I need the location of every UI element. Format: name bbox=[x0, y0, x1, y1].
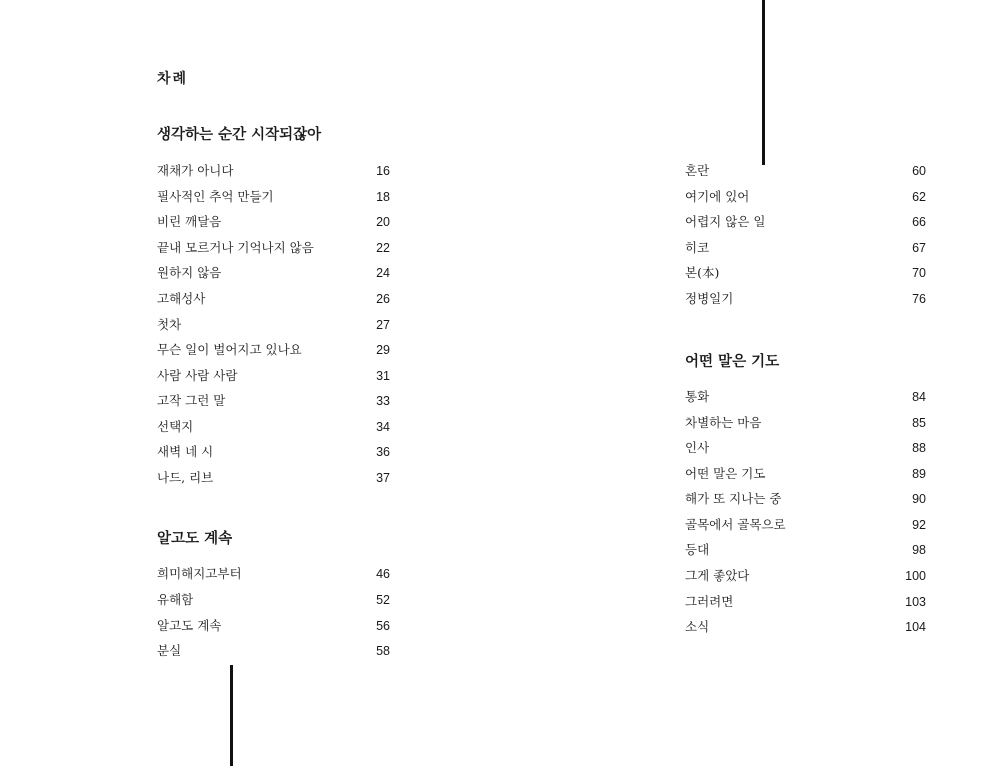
entry-page-number: 104 bbox=[905, 620, 926, 634]
entry-title: 해가 또 지나는 중 bbox=[685, 491, 782, 506]
entry-page-number: 37 bbox=[376, 471, 390, 485]
toc-entry[interactable] bbox=[157, 162, 390, 180]
entry-page-number: 92 bbox=[912, 518, 926, 532]
toc-entry[interactable] bbox=[685, 388, 926, 406]
entry-page-number: 33 bbox=[376, 394, 390, 408]
toc-entry[interactable] bbox=[685, 618, 926, 636]
decorative-divider-bottom bbox=[230, 665, 233, 766]
toc-entry[interactable] bbox=[685, 541, 926, 559]
toc-entry[interactable] bbox=[685, 516, 926, 534]
toc-entry[interactable] bbox=[157, 239, 390, 257]
entry-title: 알고도 계속 bbox=[157, 618, 222, 633]
toc-entry[interactable] bbox=[685, 439, 926, 457]
entry-page-number: 46 bbox=[376, 567, 390, 581]
toc-entry[interactable] bbox=[157, 617, 390, 635]
toc-entry[interactable] bbox=[685, 162, 926, 180]
entry-title: 그러려면 bbox=[685, 594, 734, 609]
entry-page-number: 90 bbox=[912, 492, 926, 506]
entry-page-number: 76 bbox=[912, 292, 926, 306]
entry-title: 어렵지 않은 일 bbox=[685, 214, 766, 229]
entry-title: 여기에 있어 bbox=[685, 189, 750, 204]
entry-title: 차별하는 마음 bbox=[685, 415, 762, 430]
entry-page-number: 24 bbox=[376, 266, 390, 280]
entry-title: 어떤 말은 기도 bbox=[685, 466, 766, 481]
entry-title: 필사적인 추억 만들기 bbox=[157, 189, 274, 204]
toc-entry[interactable] bbox=[685, 414, 926, 432]
section-title: 생각하는 순간 시작되잖아 bbox=[157, 126, 322, 143]
entry-title: 선택지 bbox=[157, 419, 194, 434]
entry-page-number: 16 bbox=[376, 164, 390, 178]
entry-title: 원하지 않음 bbox=[157, 265, 222, 280]
entry-title: 골목에서 골목으로 bbox=[685, 517, 786, 532]
entry-title: 희미해지고부터 bbox=[157, 566, 242, 581]
toc-entry[interactable] bbox=[685, 239, 926, 257]
entry-title: 분실 bbox=[157, 643, 182, 658]
toc-entry[interactable] bbox=[157, 469, 390, 487]
toc-entry[interactable] bbox=[157, 565, 390, 583]
decorative-divider-top bbox=[762, 0, 765, 165]
toc-entry[interactable] bbox=[157, 418, 390, 436]
toc-entry[interactable] bbox=[685, 465, 926, 483]
entry-page-number: 36 bbox=[376, 445, 390, 459]
toc-entry[interactable] bbox=[685, 490, 926, 508]
entry-title: 통화 bbox=[685, 389, 710, 404]
entry-page-number: 60 bbox=[912, 164, 926, 178]
toc-entry[interactable] bbox=[685, 188, 926, 206]
toc-entry[interactable] bbox=[157, 392, 390, 410]
entry-page-number: 62 bbox=[912, 190, 926, 204]
toc-entry[interactable] bbox=[157, 367, 390, 385]
entry-page-number: 85 bbox=[912, 416, 926, 430]
entry-title: 소식 bbox=[685, 619, 710, 634]
entry-page-number: 84 bbox=[912, 390, 926, 404]
entry-title: 새벽 네 시 bbox=[157, 444, 214, 459]
entry-title: 첫차 bbox=[157, 317, 182, 332]
entry-page-number: 98 bbox=[912, 543, 926, 557]
entry-title: 고해성사 bbox=[157, 291, 206, 306]
entry-title: 나드, 리브 bbox=[157, 470, 214, 485]
entry-page-number: 100 bbox=[905, 569, 926, 583]
entry-title: 유해함 bbox=[157, 592, 194, 607]
toc-entry[interactable] bbox=[157, 264, 390, 282]
toc-entry[interactable] bbox=[157, 642, 390, 660]
toc-entry[interactable] bbox=[685, 264, 926, 282]
entry-page-number: 20 bbox=[376, 215, 390, 229]
toc-entry[interactable] bbox=[157, 591, 390, 609]
entry-title: 등대 bbox=[685, 542, 710, 557]
entry-page-number: 31 bbox=[376, 369, 390, 383]
page-title: 차례 bbox=[157, 71, 189, 87]
toc-entry[interactable] bbox=[685, 593, 926, 611]
entry-page-number: 34 bbox=[376, 420, 390, 434]
entry-page-number: 67 bbox=[912, 241, 926, 255]
section-title: 어떤 말은 기도 bbox=[685, 353, 780, 370]
toc-entry[interactable] bbox=[157, 290, 390, 308]
entry-page-number: 22 bbox=[376, 241, 390, 255]
entry-title: 본(本) bbox=[685, 265, 720, 280]
entry-title: 히코 bbox=[685, 240, 710, 255]
toc-entry[interactable] bbox=[685, 290, 926, 308]
entry-page-number: 58 bbox=[376, 644, 390, 658]
toc-entry[interactable] bbox=[157, 341, 390, 359]
entry-page-number: 88 bbox=[912, 441, 926, 455]
entry-title: 고작 그런 말 bbox=[157, 393, 226, 408]
section-title: 알고도 계속 bbox=[157, 530, 233, 547]
entry-page-number: 66 bbox=[912, 215, 926, 229]
entry-title: 그게 좋았다 bbox=[685, 568, 750, 583]
toc-entry[interactable] bbox=[157, 213, 390, 231]
entry-page-number: 56 bbox=[376, 619, 390, 633]
toc-entry[interactable] bbox=[685, 213, 926, 231]
entry-title: 재채가 아니다 bbox=[157, 163, 234, 178]
entry-title: 정병일기 bbox=[685, 291, 734, 306]
entry-title: 혼란 bbox=[685, 163, 710, 178]
entry-title: 사람 사람 사람 bbox=[157, 368, 238, 383]
toc-entry[interactable] bbox=[157, 188, 390, 206]
entry-page-number: 103 bbox=[905, 595, 926, 609]
entry-page-number: 18 bbox=[376, 190, 390, 204]
entry-title: 인사 bbox=[685, 440, 710, 455]
entry-page-number: 52 bbox=[376, 593, 390, 607]
entry-title: 끝내 모르거나 기억나지 않음 bbox=[157, 240, 314, 255]
entry-title: 비린 깨달음 bbox=[157, 214, 222, 229]
toc-entry[interactable] bbox=[685, 567, 926, 585]
entry-page-number: 26 bbox=[376, 292, 390, 306]
entry-page-number: 89 bbox=[912, 467, 926, 481]
entry-page-number: 27 bbox=[376, 318, 390, 332]
entry-page-number: 29 bbox=[376, 343, 390, 357]
toc-entry[interactable] bbox=[157, 316, 390, 334]
entry-page-number: 70 bbox=[912, 266, 926, 280]
toc-entry[interactable] bbox=[157, 443, 390, 461]
entry-title: 무슨 일이 벌어지고 있나요 bbox=[157, 342, 302, 357]
